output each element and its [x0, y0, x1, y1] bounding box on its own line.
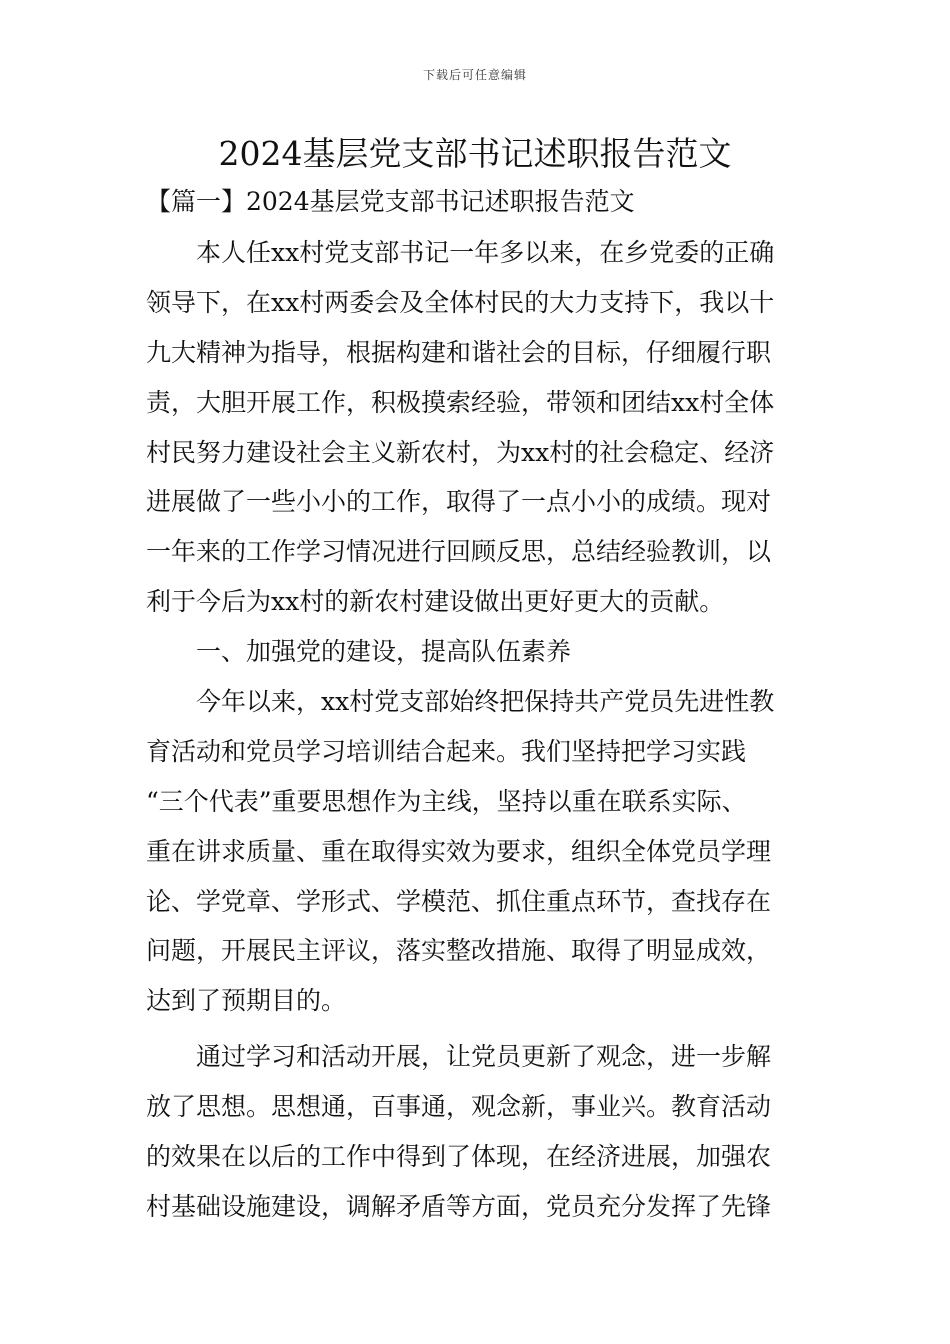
paragraph-line: 重在讲求质量、重在取得实效为要求，组织全体党员学理 — [146, 836, 772, 866]
paragraph-line: 进展做了一些小小的工作，取得了一点小小的成绩。现对 — [146, 487, 772, 517]
paragraph-line: 九大精神为指导，根据构建和谐社会的目标，仔细履行职 — [146, 337, 772, 367]
paragraph-line: 本人任xx村党支部书记一年多以来，在乡党委的正确 — [196, 238, 775, 267]
paragraph-line: 领导下，在xx村两委会及全体村民的大力支持下，我以十 — [146, 287, 775, 317]
paragraph-line: 村基础设施建设，调解矛盾等方面，党员充分发挥了先锋 — [146, 1191, 772, 1221]
paragraph-line: 责，大胆开展工作，积极摸索经验，带领和团结xx村全体 — [146, 387, 775, 417]
section-heading: 【篇一】2024基层党支部书记述职报告范文 — [146, 187, 635, 216]
paragraph-line: “三个代表”重要思想作为主线，坚持以重在联系实际、 — [146, 786, 747, 816]
document-body — [146, 228, 816, 1232]
paragraph-line: 达到了预期目的。 — [146, 986, 347, 1016]
paragraph-line: 村民努力建设社会主义新农村，为xx村的社会稳定、经济 — [146, 437, 775, 467]
paragraph-line: 放了思想。思想通，百事通，观念新，事业兴。教育活动 — [146, 1092, 772, 1122]
paragraph-line: 利于今后为xx村的新农村建设做出更好更大的贡献。 — [146, 587, 725, 617]
paragraph-line: 一年来的工作学习情况进行回顾反思，总结经验教训，以 — [146, 537, 772, 567]
paragraph-line: 问题，开展民主评议，落实整改措施、取得了明显成效， — [146, 936, 772, 966]
paragraph-line: 通过学习和活动开展，让党员更新了观念，进一步解 — [196, 1042, 772, 1072]
paragraph-line: 今年以来，xx村党支部始终把保持共产党员先进性教 — [196, 687, 775, 717]
header-note: 下载后可任意编辑 — [422, 68, 527, 82]
document-title: 2024基层党支部书记述职报告范文 — [218, 134, 732, 173]
paragraph-line: 的效果在以后的工作中得到了体现，在经济进展，加强农 — [146, 1142, 772, 1172]
subsection-heading: 一、加强党的建设，提高队伍素养 — [196, 637, 572, 667]
paragraph-line: 育活动和党员学习培训结合起来。我们坚持把学习实践 — [146, 736, 747, 766]
paragraph-line: 论、学党章、学形式、学模范、抓住重点环节，查找存在 — [146, 886, 772, 916]
